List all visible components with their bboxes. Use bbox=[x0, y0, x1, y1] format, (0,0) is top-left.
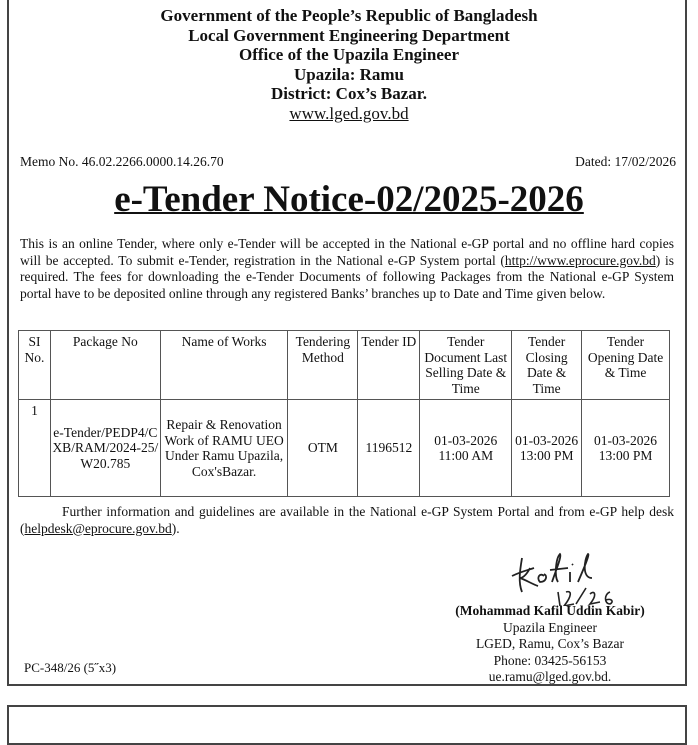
cell-closing-date: 01-03-2026 13:00 PM bbox=[512, 400, 582, 497]
cell-package: e-Tender/PEDP4/CXB/RAM/2024-25/W20.785 bbox=[50, 400, 160, 497]
helpdesk-email-link[interactable]: helpdesk@eprocure.gov.bd bbox=[24, 520, 172, 536]
col-header: Tender ID bbox=[358, 331, 420, 400]
col-header: Tender Closing Date & Time bbox=[512, 331, 582, 400]
signatory-designation: Upazila Engineer bbox=[502, 619, 598, 635]
dept-line: Local Government Engineering Department bbox=[188, 25, 510, 45]
further-text-2: ). bbox=[171, 520, 180, 536]
intro-text: This is an online Tender, where only e-Tender will be accepted in the National e-GP portal and no offline hard copies will be accepted. To submit e-Tender, registration in the National e-GP System portal ( bbox=[20, 236, 674, 268]
govt-line: Government of the People’s Republic of Bangladesh bbox=[160, 6, 538, 25]
website-link[interactable]: www.lged.gov.bd bbox=[289, 103, 409, 123]
tender-table bbox=[18, 330, 670, 497]
pc-number: PC-348/26 (5˝x3) bbox=[24, 660, 117, 675]
cell-opening-date: 01-03-2026 13:00 PM bbox=[582, 400, 670, 497]
notice-title: e-Tender Notice-02/2025-2026 bbox=[114, 179, 584, 220]
eprocure-link[interactable]: http://www.eprocure.gov.bd bbox=[504, 252, 656, 268]
col-header: SI No. bbox=[19, 331, 51, 400]
memo-number: Memo No. 46.02.2266.0000.14.26.70 bbox=[20, 154, 224, 169]
cell-sl: 1 bbox=[19, 400, 51, 497]
table-header-row bbox=[19, 331, 670, 400]
signatory-email: ue.ramu@lged.gov.bd. bbox=[488, 669, 612, 684]
cell-tender-id: 1196512 bbox=[358, 400, 420, 497]
upazila-line: Upazila: Ramu bbox=[293, 64, 405, 84]
col-header: Name of Works bbox=[160, 331, 288, 400]
further-info bbox=[20, 504, 674, 537]
cell-method: OTM bbox=[288, 400, 358, 497]
further-text: Further information and guidelines are available in the National e-GP System Portal and from e-GP help desk ( bbox=[20, 504, 674, 536]
letterhead bbox=[0, 6, 698, 123]
signatory-office: LGED, Ramu, Cox’s Bazar bbox=[475, 636, 625, 651]
signatory-block bbox=[400, 603, 698, 686]
date: Dated: 17/02/2026 bbox=[575, 154, 676, 169]
district-line: District: Cox’s Bazar. bbox=[271, 84, 427, 103]
col-header: Tender Document Last Selling Date & Time bbox=[420, 331, 512, 400]
office-line: Office of the Upazila Engineer bbox=[238, 45, 459, 64]
signatory-phone: Phone: 03425-56153 bbox=[493, 652, 607, 668]
intro-text-2: ) is required. The fees for downloading the e-Tender Documents of following Packages from the National e-GP System portal have to be deposited online through any registered Banks’ branches up to Date and Time given below. bbox=[20, 252, 674, 301]
cell-selling-date: 01-03-2026 11:00 AM bbox=[420, 400, 512, 497]
col-header: Tender Opening Date & Time bbox=[582, 331, 670, 400]
intro-paragraph bbox=[20, 236, 674, 302]
next-notice-border bbox=[7, 705, 687, 745]
cell-work: Repair & Renovation Work of RAMU UEO Under Ramu Upazila, Cox'sBazar. bbox=[160, 400, 288, 497]
table-row bbox=[19, 400, 670, 497]
signatory-name: (Mohammad Kafil Uddin Kabir) bbox=[455, 603, 645, 618]
col-header: Package No bbox=[50, 331, 160, 400]
col-header: Tendering Method bbox=[288, 331, 358, 400]
handwritten-signature bbox=[500, 548, 640, 606]
